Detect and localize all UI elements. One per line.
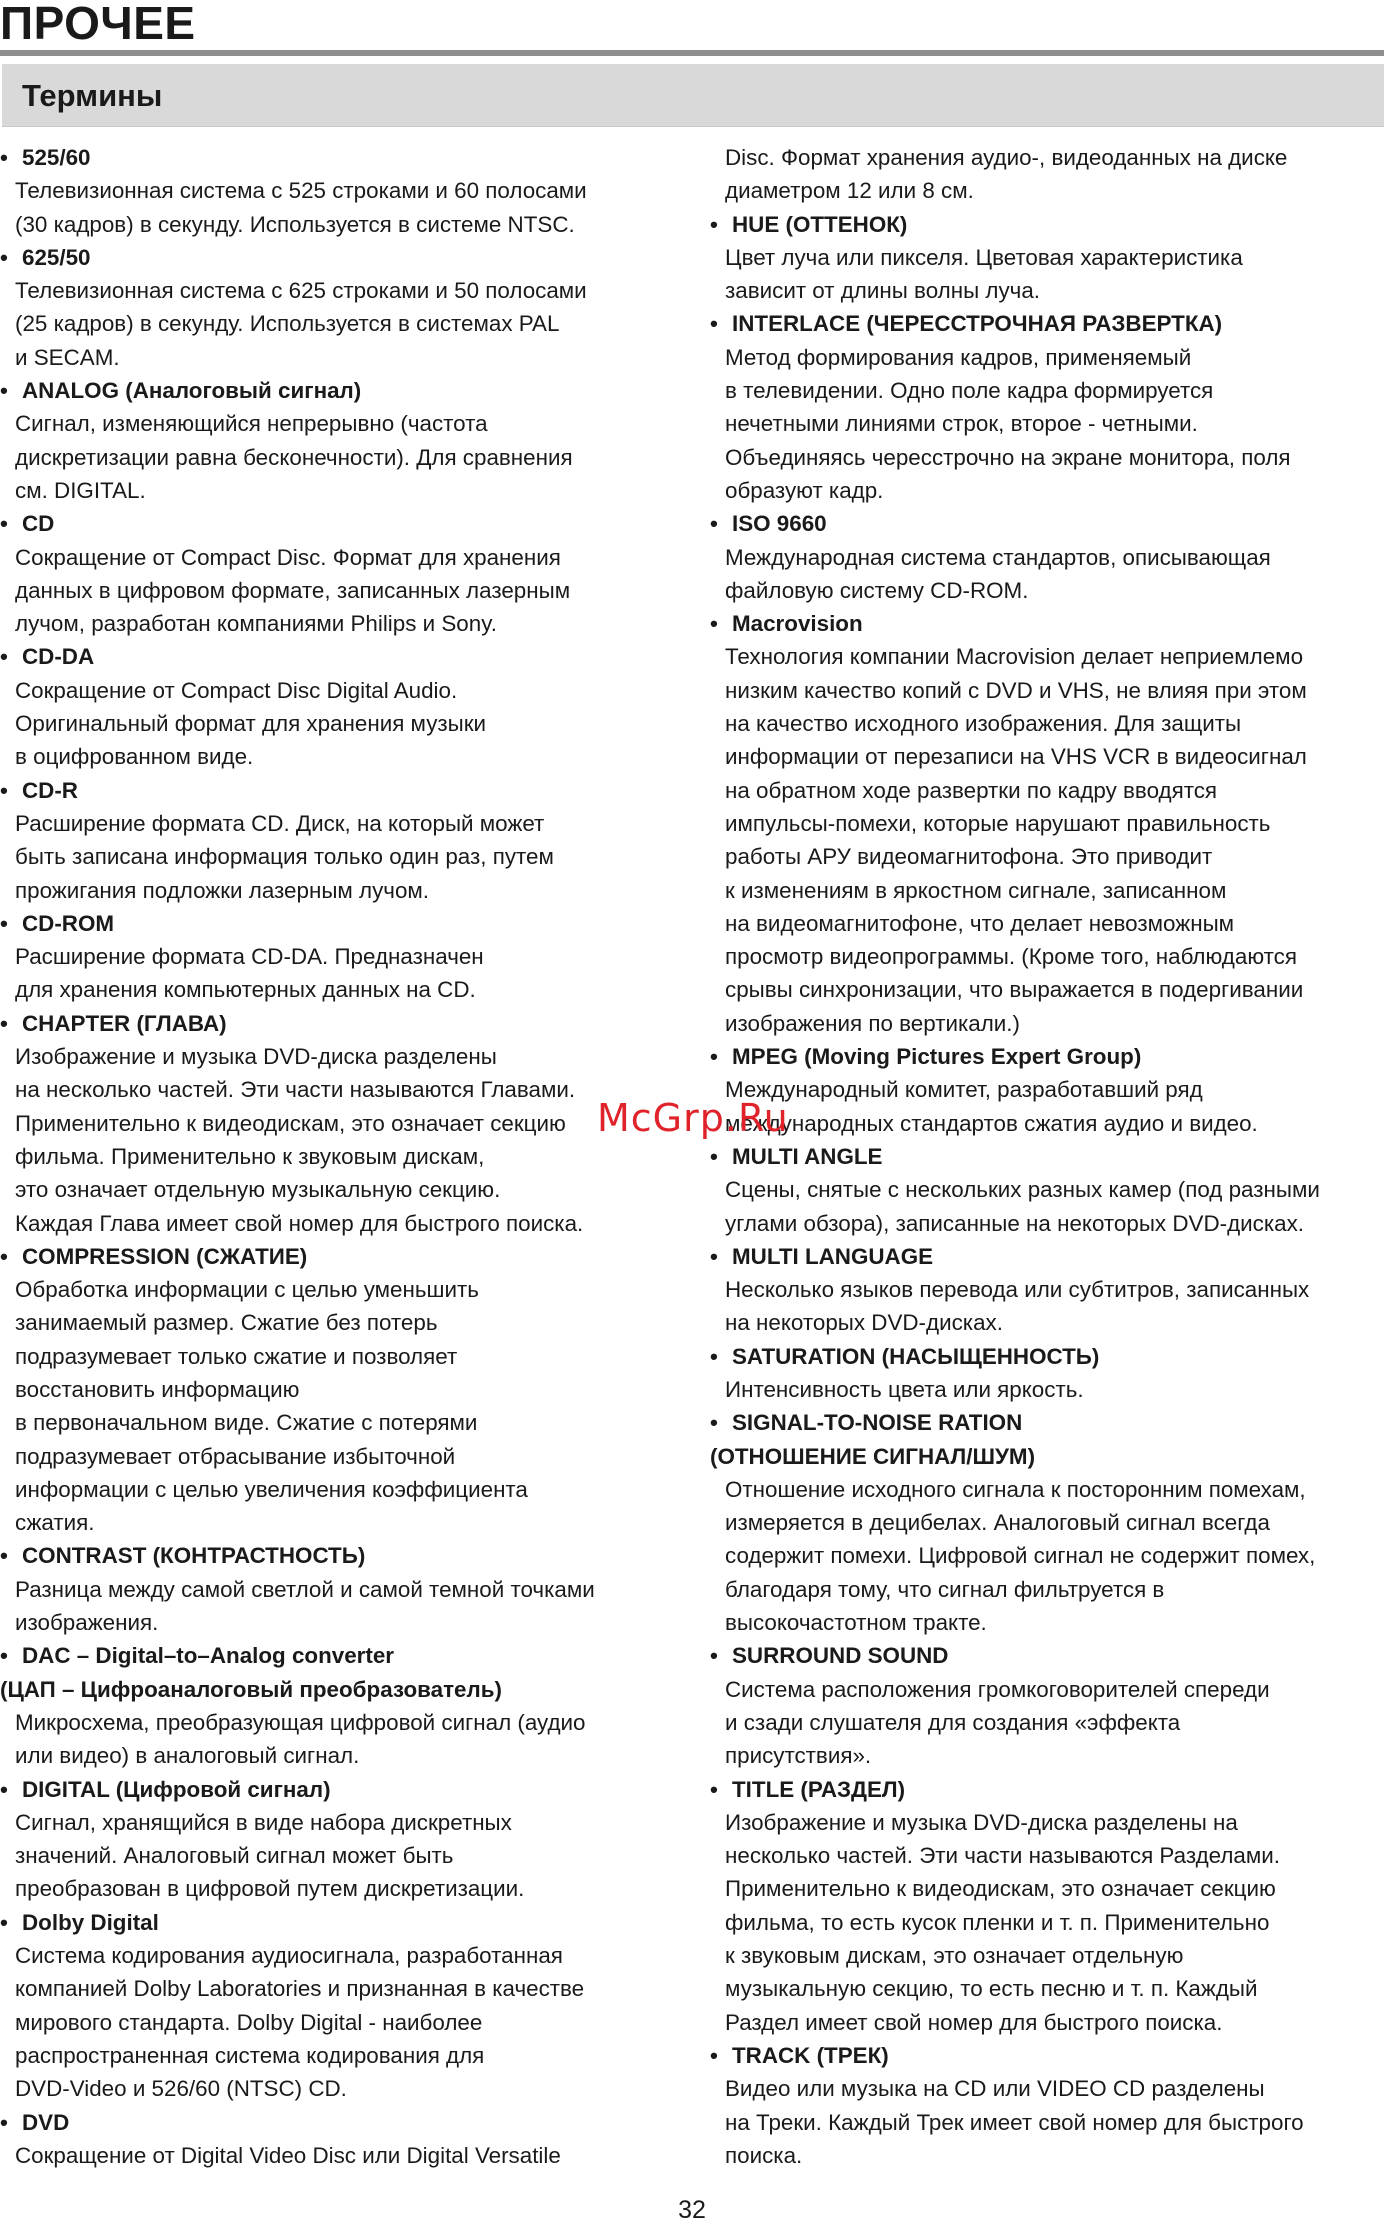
term-description-line: в первоначальном виде. Сжатие с потерями bbox=[15, 1410, 478, 1436]
glossary-term bbox=[0, 774, 690, 907]
term-description-line: фильма. Применительно к звуковым дискам, bbox=[15, 1143, 485, 1169]
term-description-line: несколько частей. Эти части называются Разделами. bbox=[725, 1843, 1281, 1869]
term-description-line: на несколько частей. Эти части называются Главами. bbox=[15, 1077, 576, 1103]
term-description-line: Разница между самой светлой и самой темной точками bbox=[15, 1576, 595, 1602]
bullet-icon: • bbox=[0, 910, 8, 936]
term-description-line: низким качество копий с DVD и VHS, не влияя при этом bbox=[725, 677, 1307, 703]
term-description-line: компанией Dolby Laboratories и признанная в качестве bbox=[15, 1976, 585, 2002]
term-description-line: занимаемый размер. Сжатие без потерь bbox=[15, 1310, 438, 1336]
term-title-text: INTERLACE (ЧЕРЕССТРОЧНАЯ РАЗВЕРТКА) bbox=[732, 311, 1223, 337]
term-description-line: Несколько языков перевода или субтитров, записанных bbox=[725, 1277, 1310, 1303]
term-description-line: изображения. bbox=[15, 1610, 159, 1636]
term-description-line: образуют кадр. bbox=[725, 477, 884, 503]
bullet-icon: • bbox=[0, 1776, 8, 1802]
term-title bbox=[0, 640, 690, 673]
glossary-term bbox=[0, 141, 690, 241]
term-description-line: Сокращение от Digital Video Disc или Digital Versatile bbox=[15, 2142, 561, 2168]
bullet-icon: • bbox=[0, 1909, 8, 1935]
header-divider bbox=[0, 50, 1384, 56]
bullet-icon: • bbox=[710, 1776, 718, 1802]
glossary-term bbox=[0, 640, 690, 773]
term-description-line: дискретизации равна бесконечности). Для сравнения bbox=[15, 444, 573, 470]
glossary-term bbox=[710, 208, 1384, 308]
glossary-term bbox=[0, 1773, 690, 1906]
term-description-line: мирового стандарта. Dolby Digital - наиболее bbox=[15, 2009, 483, 2035]
glossary-term bbox=[710, 1340, 1384, 1407]
page-number: 32 bbox=[678, 2196, 706, 2224]
term-description-line: Сокращение от Compact Disc. Формат для хранения bbox=[15, 544, 561, 570]
right-column bbox=[710, 141, 1384, 2172]
term-description-line: Раздел имеет свой номер для быстрого поиска. bbox=[725, 2009, 1223, 2035]
term-title-text: COMPRESSION (СЖАТИЕ) bbox=[22, 1243, 308, 1269]
term-description-line: работы АРУ видеомагнитофона. Это приводит bbox=[725, 844, 1213, 870]
term-description-line: изображения по вертикали.) bbox=[725, 1010, 1020, 1036]
term-description-line: диаметром 12 или 8 см. bbox=[725, 178, 974, 204]
glossary-term bbox=[710, 2039, 1384, 2172]
term-title bbox=[0, 907, 690, 940]
term-description-line: Телевизионная система с 625 строками и 50 полосами bbox=[15, 278, 587, 304]
left-column bbox=[0, 141, 690, 2172]
glossary-term bbox=[0, 907, 690, 1007]
term-title bbox=[0, 1639, 690, 1672]
bullet-icon: • bbox=[0, 1543, 8, 1569]
glossary-term bbox=[710, 1773, 1384, 2039]
term-title-text: CHAPTER (ГЛАВА) bbox=[22, 1010, 227, 1036]
term-title bbox=[0, 374, 690, 407]
bullet-icon: • bbox=[0, 1243, 8, 1269]
term-description-line: фильма, то есть кусок пленки и т. п. Применительно bbox=[725, 1909, 1270, 1935]
term-description-line: на обратном ходе развертки по кадру вводятся bbox=[725, 777, 1218, 803]
term-title bbox=[710, 208, 1384, 241]
term-title bbox=[710, 1406, 1384, 1439]
bullet-icon: • bbox=[0, 244, 8, 270]
term-title bbox=[0, 1007, 690, 1040]
term-description-line: нечетными линиями строк, второе - четными. bbox=[725, 411, 1198, 437]
bullet-icon: • bbox=[710, 1343, 718, 1369]
term-description-line: подразумевает отбрасывание избыточной bbox=[15, 1443, 456, 1469]
term-description-line: просмотр видеопрограммы. (Кроме того, наблюдаются bbox=[725, 944, 1297, 970]
glossary-term bbox=[710, 607, 1384, 1040]
bullet-icon: • bbox=[710, 211, 718, 237]
term-description-line: Интенсивность цвета или яркость. bbox=[725, 1376, 1084, 1402]
term-description-line: в телевидении. Одно поле кадра формируется bbox=[725, 378, 1214, 404]
term-title bbox=[710, 1773, 1384, 1806]
term-description-line: на качество исходного изображения. Для защиты bbox=[725, 711, 1242, 737]
bullet-icon: • bbox=[710, 1243, 718, 1269]
term-title bbox=[0, 2106, 690, 2139]
bullet-icon: • bbox=[0, 145, 8, 170]
glossary-term bbox=[710, 1140, 1384, 1240]
term-description-line: лучом, разработан компаниями Philips и Sony. bbox=[15, 611, 497, 637]
term-title-text: SURROUND SOUND bbox=[732, 1643, 949, 1669]
term-description-line: Международный комитет, разработавший ряд bbox=[725, 1077, 1203, 1103]
bullet-icon: • bbox=[710, 311, 718, 337]
glossary-term bbox=[710, 1240, 1384, 1340]
glossary-term bbox=[710, 1639, 1384, 1772]
term-title-text: DIGITAL (Цифровой сигнал) bbox=[22, 1776, 331, 1802]
term-title-text: TITLE (РАЗДЕЛ) bbox=[732, 1776, 906, 1802]
glossary-term bbox=[0, 374, 690, 507]
term-title bbox=[0, 1240, 690, 1273]
term-description-line: Видео или музыка на CD или VIDEO CD разделены bbox=[725, 2076, 1265, 2102]
term-title bbox=[0, 241, 690, 274]
term-description-line: данных в цифровом формате, записанных лазерным bbox=[15, 577, 571, 603]
bullet-icon: • bbox=[0, 2109, 8, 2135]
term-description-line: прожигания подложки лазерным лучом. bbox=[15, 877, 430, 903]
term-description-line: Сигнал, хранящийся в виде набора дискретных bbox=[15, 1809, 512, 1835]
glossary-term bbox=[0, 1240, 690, 1540]
bullet-icon: • bbox=[710, 2042, 718, 2068]
bullet-icon: • bbox=[710, 611, 718, 637]
term-description-line: импульсы-помехи, которые нарушают правильность bbox=[725, 810, 1271, 836]
term-description-line: Микросхема, преобразующая цифровой сигнал (аудио bbox=[15, 1709, 586, 1735]
glossary-term bbox=[0, 1007, 690, 1240]
term-title-text: HUE (ОТТЕНОК) bbox=[732, 211, 908, 237]
term-title bbox=[0, 141, 690, 174]
term-description-line: Применительно к видеодискам, это означает секцию bbox=[15, 1110, 566, 1136]
glossary-term bbox=[0, 1906, 690, 2106]
term-title-text: CD-DA bbox=[22, 644, 95, 670]
term-description-line: Система расположения громкоговорителей спереди bbox=[725, 1676, 1270, 1702]
term-description-line: подразумевает только сжатие и позволяет bbox=[15, 1343, 458, 1369]
section-header-bar bbox=[2, 64, 1384, 127]
bullet-icon: • bbox=[0, 777, 8, 803]
term-description-line: Система кодирования аудиосигнала, разработанная bbox=[15, 1943, 563, 1969]
term-description-line: см. DIGITAL. bbox=[15, 477, 146, 503]
term-description-line: Disc. Формат хранения аудио-, видеоданных на диске bbox=[725, 145, 1288, 170]
bullet-icon: • bbox=[710, 1643, 718, 1669]
term-description-line: Каждая Глава имеет свой номер для быстрого поиска. bbox=[15, 1210, 584, 1236]
term-title-text: DVD bbox=[22, 2109, 70, 2135]
bullet-icon: • bbox=[710, 1044, 718, 1070]
term-title-continuation: (ЦАП – Цифроаналоговый преобразователь) bbox=[0, 1676, 502, 1702]
term-description-line: для хранения компьютерных данных на CD. bbox=[15, 977, 476, 1003]
term-title bbox=[0, 1906, 690, 1939]
term-description-line: сжатия. bbox=[15, 1510, 95, 1536]
watermark: McGrp.Ru bbox=[597, 1096, 789, 1140]
glossary-term bbox=[0, 1639, 690, 1772]
term-title bbox=[0, 1539, 690, 1572]
term-description-line: Оригинальный формат для хранения музыки bbox=[15, 711, 487, 737]
term-description-line: Телевизионная система с 525 строками и 60 полосами bbox=[15, 178, 587, 204]
glossary-term bbox=[710, 507, 1384, 607]
term-title-text: CD-R bbox=[22, 777, 78, 803]
term-description-line: к изменениям в яркостном сигнале, записанном bbox=[725, 877, 1227, 903]
bullet-icon: • bbox=[0, 644, 8, 670]
glossary-term bbox=[0, 1539, 690, 1639]
term-description-line: благодаря тому, что сигнал фильтруется в bbox=[725, 1576, 1165, 1602]
term-description-line: Расширение формата CD. Диск, на который может bbox=[15, 810, 545, 836]
term-description-line: Изображение и музыка DVD-диска разделены на bbox=[725, 1809, 1238, 1835]
term-description-line: информации от перезаписи на VHS VCR в видеосигнал bbox=[725, 744, 1307, 770]
section-title: Термины bbox=[22, 78, 163, 113]
term-description-line: Цвет луча или пикселя. Цветовая характеристика bbox=[725, 244, 1243, 270]
term-title-text: Dolby Digital bbox=[22, 1909, 159, 1935]
term-description-line: измеряется в децибелах. Аналоговый сигнал всегда bbox=[725, 1510, 1270, 1536]
glossary-term bbox=[710, 1406, 1384, 1639]
term-description-line: международных стандартов сжатия аудио и видео. bbox=[725, 1110, 1258, 1136]
term-title bbox=[710, 1040, 1384, 1073]
term-description-line: быть записана информация только один раз, путем bbox=[15, 844, 554, 870]
term-title-text: CD-ROM bbox=[22, 910, 115, 936]
term-title bbox=[0, 1773, 690, 1806]
glossary-term bbox=[710, 1040, 1384, 1140]
term-title bbox=[710, 307, 1384, 340]
term-description-line: Применительно к видеодискам, это означает секцию bbox=[725, 1876, 1276, 1902]
term-title bbox=[710, 1140, 1384, 1173]
term-description-line: (30 кадров) в секунду. Используется в системе NTSC. bbox=[15, 211, 575, 237]
term-description-line: Технология компании Macrovision делает неприемлемо bbox=[725, 644, 1304, 670]
bullet-icon: • bbox=[710, 1143, 718, 1169]
term-description-line: к звуковым дискам, это означает отдельную bbox=[725, 1943, 1184, 1969]
bullet-icon: • bbox=[0, 1010, 8, 1036]
term-title-text: ISO 9660 bbox=[732, 511, 827, 537]
term-description-line: Метод формирования кадров, применяемый bbox=[725, 344, 1192, 370]
term-description-line: файловую систему CD-ROM. bbox=[725, 577, 1029, 603]
term-description-line: DVD-Video и 526/60 (NTSC) CD. bbox=[15, 2076, 347, 2102]
term-description-line: Сигнал, изменяющийся непрерывно (частота bbox=[15, 411, 488, 437]
bullet-icon: • bbox=[710, 1410, 718, 1436]
term-description-line: Отношение исходного сигнала к посторонним помехам, bbox=[725, 1476, 1306, 1502]
term-description-line: Международная система стандартов, описывающая bbox=[725, 544, 1271, 570]
term-description-line: зависит от длины волны луча. bbox=[725, 278, 1040, 304]
term-description-line: Сцены, снятые с нескольких разных камер (под разными bbox=[725, 1177, 1320, 1203]
term-title-text: DAC – Digital–to–Analog converter bbox=[22, 1643, 395, 1669]
term-description-line: (25 кадров) в секунду. Используется в системах PAL bbox=[15, 311, 560, 337]
page-header-title: ПРОЧЕЕ bbox=[0, 0, 196, 49]
term-title-continuation: (ОТНОШЕНИЕ СИГНАЛ/ШУМ) bbox=[710, 1443, 1036, 1469]
term-description-line: Объединяясь чересстрочно на экране монитора, поля bbox=[725, 444, 1291, 470]
term-description-line: Расширение формата CD-DA. Предназначен bbox=[15, 944, 484, 970]
term-description-line: на некоторых DVD-дисках. bbox=[725, 1310, 1003, 1336]
term-title-text: 625/50 bbox=[22, 244, 91, 270]
term-title bbox=[710, 2039, 1384, 2072]
term-title-text: SATURATION (НАСЫЩЕННОСТЬ) bbox=[732, 1343, 1100, 1369]
glossary-term bbox=[710, 141, 1384, 208]
term-title-text: MULTI LANGUAGE bbox=[732, 1243, 934, 1269]
glossary-term bbox=[0, 507, 690, 640]
term-title bbox=[710, 1639, 1384, 1672]
term-description-line: или видео) в аналоговый сигнал. bbox=[15, 1743, 360, 1769]
term-description-line: восстановить информацию bbox=[15, 1376, 300, 1402]
term-description-line: информации с целью увеличения коэффициента bbox=[15, 1476, 528, 1502]
term-title-text: MPEG (Moving Pictures Expert Group) bbox=[732, 1044, 1142, 1070]
term-description-line: углами обзора), записанные на некоторых DVD-дисках. bbox=[725, 1210, 1304, 1236]
term-description-line: распространенная система кодирования для bbox=[15, 2042, 485, 2068]
term-description-line: Изображение и музыка DVD-диска разделены bbox=[15, 1044, 497, 1070]
term-title bbox=[710, 607, 1384, 640]
term-description-line: высокочастотном тракте. bbox=[725, 1610, 987, 1636]
term-title bbox=[710, 1240, 1384, 1273]
glossary-term bbox=[0, 241, 690, 374]
term-description-line: содержит помехи. Цифровой сигнал не содержит помех, bbox=[725, 1543, 1316, 1569]
term-description-line: значений. Аналоговый сигнал может быть bbox=[15, 1843, 454, 1869]
term-title bbox=[710, 1340, 1384, 1373]
term-description-line: преобразован в цифровой путем дискретизации. bbox=[15, 1876, 525, 1902]
term-description-line: музыкальную секцию, то есть песню и т. п. Каждый bbox=[725, 1976, 1258, 2002]
term-description-line: на Треки. Каждый Трек имеет свой номер для быстрого bbox=[725, 2109, 1304, 2135]
bullet-icon: • bbox=[710, 511, 718, 537]
term-title-text: ANALOG (Аналоговый сигнал) bbox=[22, 378, 362, 404]
term-description-line: в оцифрованном виде. bbox=[15, 744, 254, 770]
term-title bbox=[0, 507, 690, 540]
term-description-line: это означает отдельную музыкальную секцию. bbox=[15, 1177, 501, 1203]
term-description-line: Сокращение от Compact Disc Digital Audio. bbox=[15, 677, 458, 703]
term-title-text: CONTRAST (КОНТРАСТНОСТЬ) bbox=[22, 1543, 366, 1569]
term-description-line: присутствия». bbox=[725, 1743, 872, 1769]
bullet-icon: • bbox=[0, 1643, 8, 1669]
term-title-text: TRACK (ТРЕК) bbox=[732, 2042, 889, 2068]
glossary-term bbox=[710, 307, 1384, 507]
term-description-line: поиска. bbox=[725, 2142, 803, 2168]
term-description-line: Обработка информации с целью уменьшить bbox=[15, 1277, 479, 1303]
term-description-line: на видеомагнитофоне, что делает невозможным bbox=[725, 910, 1235, 936]
term-title-text: SIGNAL-TO-NOISE RATION bbox=[732, 1410, 1023, 1436]
term-description-line: и сзади слушателя для создания «эффекта bbox=[725, 1709, 1181, 1735]
bullet-icon: • bbox=[0, 378, 8, 404]
term-title bbox=[710, 507, 1384, 540]
term-title-text: 525/60 bbox=[22, 145, 91, 170]
term-title-text: MULTI ANGLE bbox=[732, 1143, 883, 1169]
term-description-line: и SECAM. bbox=[15, 344, 120, 370]
bullet-icon: • bbox=[0, 511, 8, 537]
glossary-term bbox=[0, 2106, 690, 2173]
term-description-line: срывы синхронизации, что выражается в подергивании bbox=[725, 977, 1304, 1003]
term-title-text: CD bbox=[22, 511, 55, 537]
term-title-text: Macrovision bbox=[732, 611, 863, 637]
term-title bbox=[0, 774, 690, 807]
